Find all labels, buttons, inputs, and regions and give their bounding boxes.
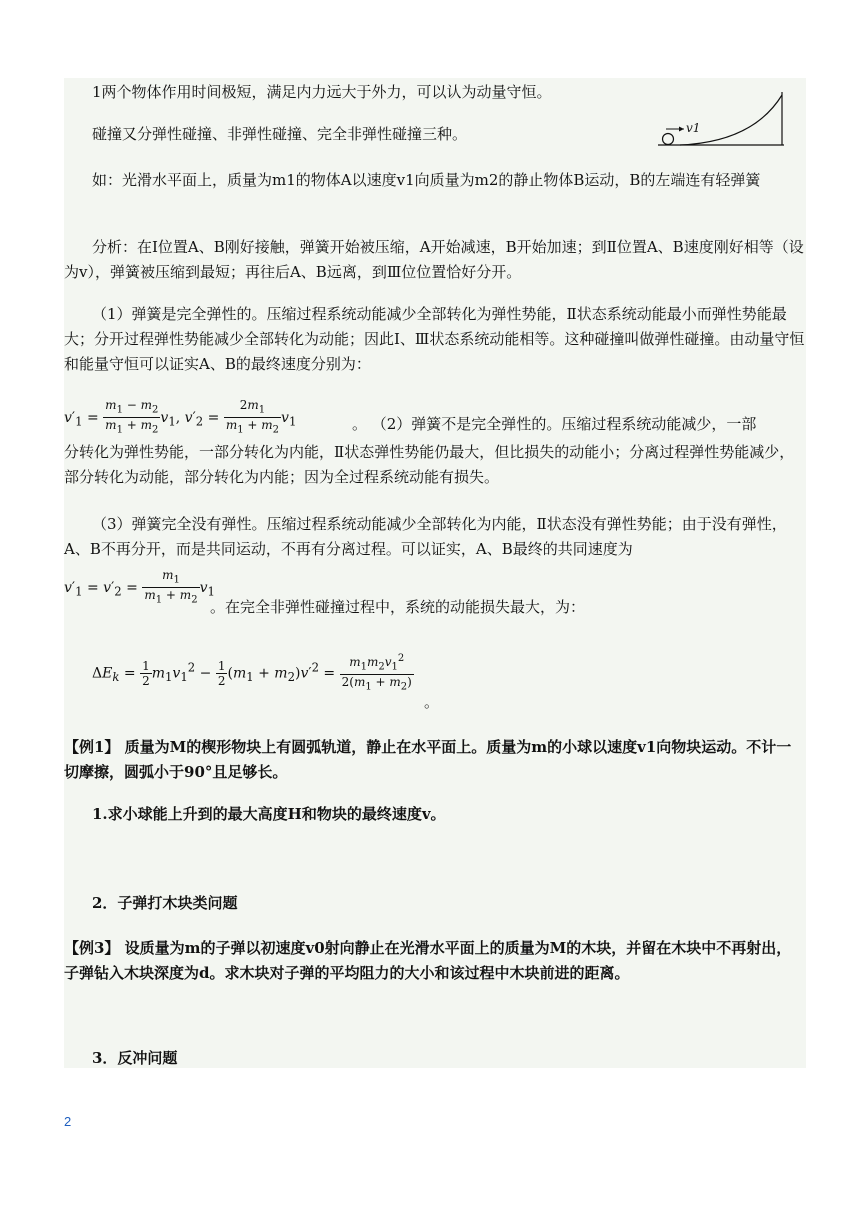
paragraph-8: 。在完全非弹性碰撞过程中，系统的动能损失最大，为： — [210, 598, 586, 616]
paragraph-5: （1）弹簧是完全弹性的。压缩过程系统动能减少全部转化为弹性势能，Ⅱ状态系统动能最小而弹性势能最大；分开过程弹性势能减少全部转化为动能；因此Ⅰ、Ⅲ状态系统动能相等。这种碰撞叫做弹性碰撞。由动量守恒和能量守恒可以证实A、B的最终速度分别为： — [64, 305, 805, 373]
equation-elastic-velocities: $v'_1$ = $\frac{m_1 - m_2}{m_1 + m_2}$ $v_1$, $v'_2$ = $\frac{2m_1}{m_1 + m_2}$ $v_1$ — [64, 398, 297, 436]
example-3: 【例3】 设质量为m的子弹以初速度v0射向静止在光滑水平面上的质量为M的木块，并留在木块中不再射出，子弹钻入木块深度为d。求木块对子弹的平均阻力的大小和该过程中木块前进的距离。 — [64, 939, 792, 982]
paragraph-6-first-line: 。 （2）弹簧不是完全弹性的。压缩过程系统动能减少，一部 — [352, 415, 757, 433]
equation-energy-loss: $\Delta E_k$ = $\frac{1}{2}$ $m_1v_1^2$ − $\frac{1}{2}$ $(m_1 + m_2)v'^2$ = $\frac{m_1m_2v_1^2}{2(m_1 + m_2)}$ — [92, 653, 412, 693]
section-3-heading: 3．反冲问题 — [92, 1049, 178, 1067]
example-1-question: 1.求小球能上升到的最大高度H和物块的最终速度v。 — [92, 805, 446, 823]
paragraph-6: 分转化为弹性势能，一部分转化为内能，Ⅱ状态弹性势能仍最大，但比损失的动能小；分离过程弹性势能减少，部分转化为动能，部分转化为内能；因为全过程系统动能有损失。 — [64, 443, 795, 486]
wedge-figure — [658, 92, 788, 148]
figure-velocity-label: v1 — [686, 121, 701, 135]
example-1: 【例1】 质量为M的楔形物块上有圆弧轨道，静止在水平面上。质量为m的小球以速度v1向物块运动。不计一切摩擦，圆弧小于90°且足够长。 — [64, 738, 792, 781]
equation-end-period: 。 — [424, 693, 440, 711]
page-number: 2 — [64, 1114, 72, 1129]
paragraph-3: 如：光滑水平面上，质量为m1的物体A以速度v1向质量为m2的静止物体B运动，B的左端连有轻弹簧 — [92, 171, 761, 189]
paragraph-1: 1两个物体作用时间极短，满足内力远大于外力，可以认为动量守恒。 — [92, 83, 552, 101]
paragraph-2: 碰撞又分弹性碰撞、非弹性碰撞、完全非弹性碰撞三种。 — [92, 125, 468, 143]
paragraph-7: （3）弹簧完全没有弹性。压缩过程系统动能减少全部转化为内能，Ⅱ状态没有弹性势能；由于没有弹性，A、B不再分开，而是共同运动，不再有分离过程。可以证实，A、B最终的共同速度为 — [64, 515, 787, 558]
section-2-heading: 2．子弹打木块类问题 — [92, 894, 238, 912]
paragraph-4: 分析：在Ⅰ位置A、B刚好接触，弹簧开始被压缩，A开始减速，B开始加速；到Ⅱ位置A、B速度刚好相等（设为v），弹簧被压缩到最短；再往后A、B远离，到Ⅲ位位置恰好分开。 — [64, 238, 804, 281]
equation-common-velocity: $v'_1 = v'_2$ = $\frac{m_1}{m_1 + m_2}$ $v_1$ — [64, 568, 215, 606]
